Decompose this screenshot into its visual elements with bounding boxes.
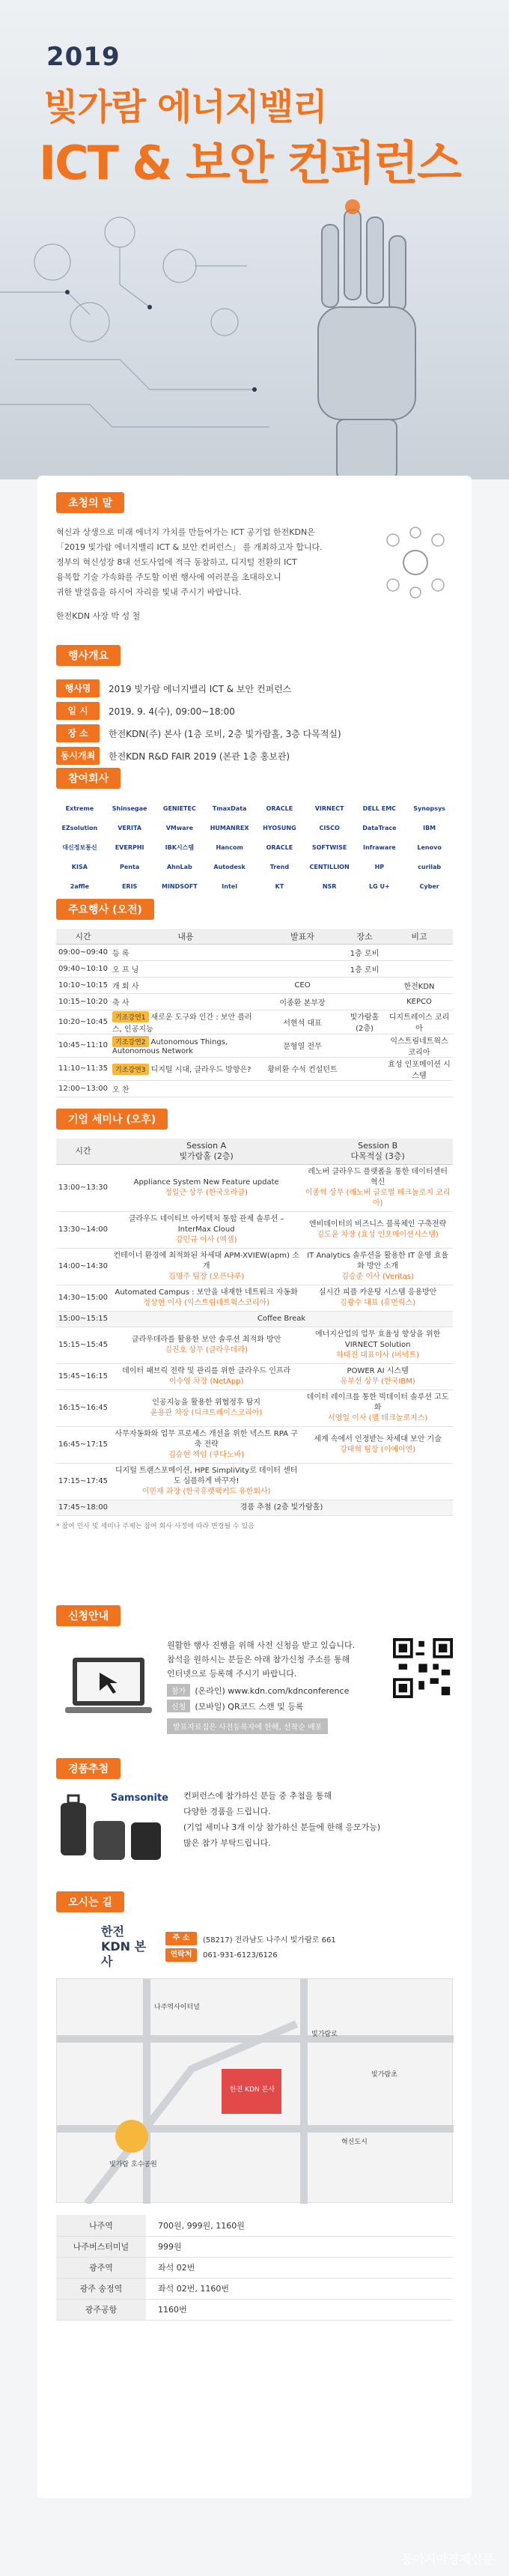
content-card: [37, 476, 472, 2498]
overview-label: 행사명: [56, 679, 100, 697]
overview-value: 한전KDN(주) 본사 (1층 로비, 2층 빛가람홀, 3층 다목적실): [109, 728, 341, 739]
session-a-speaker: 강민규 이사 (엑셈): [175, 1235, 237, 1244]
seminar-session-b: [302, 1426, 453, 1463]
session-b-speaker: 강태혁 팀장 (이에이엔): [340, 1445, 416, 1454]
session-b-speaker: 김도윤 차장 (효성 인포메이션시스템): [317, 1230, 439, 1239]
sponsor-logo: ORACLE: [266, 843, 293, 851]
transport-row: [56, 2215, 453, 2236]
sponsor-logo: MINDSOFT: [161, 882, 198, 890]
events-time: 09:40~10:10: [56, 960, 110, 977]
seminar-row: [56, 1389, 453, 1426]
events-row: [56, 993, 453, 1010]
footer-brand: 동아시아경제신문: [401, 2552, 494, 2566]
events-content-cell: [110, 1057, 261, 1080]
sponsor-logo: Autodesk: [213, 863, 246, 870]
overview-value: 한전KDN R&D FAIR 2019 (본관 1층 홍보관): [109, 751, 290, 762]
prize-image: [56, 1788, 168, 1870]
events-content: 디지털 시대, 클라우드 방향은?: [150, 1065, 252, 1074]
transport-route: 좌석 02번: [146, 2257, 453, 2278]
events-place: [344, 993, 385, 1010]
welcome-heading: 초청의 말: [56, 492, 124, 513]
seminar-time: 16:45~17:15: [56, 1426, 110, 1463]
seminar-session-a: [110, 1389, 302, 1426]
session-b-topic: 데이터 레이크를 통한 빅데이터 솔루션 고도화: [306, 1392, 449, 1412]
seminar-row: [56, 1463, 453, 1500]
seminar-session-b: [302, 1285, 453, 1311]
events-speaker: [261, 944, 344, 960]
map-label: 나주역사이터널: [154, 2004, 200, 2011]
events-note: KEPCO: [385, 993, 453, 1010]
session-b-topic: 에너지산업의 업무 효율성 향상을 위한 VIRNECT Solution: [315, 1330, 441, 1349]
events-time: 11:10~11:35: [56, 1057, 110, 1080]
events-time: 10:10~10:15: [56, 977, 110, 993]
overview-value: 2019. 9. 4(수), 09:00~18:00: [109, 706, 235, 717]
session-b-speaker: 김광수 대표 (휴먼릭스): [340, 1298, 416, 1307]
events-note: [385, 1080, 453, 1097]
sponsor-logo: ERIS: [121, 882, 138, 890]
events-place: [344, 1057, 385, 1080]
transport-from: 광주 송정역: [56, 2278, 146, 2299]
overview-heading: 행사개요: [56, 645, 121, 666]
events-col-content: 내용: [110, 929, 261, 944]
sponsor-logo: 2affle: [70, 882, 90, 890]
events-row: [56, 1080, 453, 1097]
events-place: [344, 1034, 385, 1057]
events-content: 오 프 닝: [112, 966, 139, 975]
seminar-time: 15:00~15:15: [56, 1311, 110, 1327]
session-a-speaker: 정일근 상무 (한국오라클): [165, 1188, 249, 1197]
session-b-topic: 엔비데이터의 비즈니스 블록체인 구축전략: [308, 1219, 447, 1228]
transport-row: [56, 2299, 453, 2320]
session-a-topic: 컨테이너 환경에 최적화된 차세대 APM-XVIEW(apm) 소개: [113, 1251, 299, 1270]
session-a-topic: Appliance System New Feature update: [133, 1178, 279, 1187]
seminar-col-time: 시간: [56, 1139, 110, 1164]
overview-value: 2019 빛가람 에너지밸리 ICT & 보안 컨퍼런스: [109, 683, 292, 694]
transport-from: 나주역: [56, 2215, 146, 2236]
keynote-tag: 기조강연1: [112, 1011, 149, 1022]
sponsor-logo: CENTILLION: [309, 863, 350, 870]
sponsor-logo: HUMANREX: [210, 824, 249, 831]
session-b-topic: 레노버 클라우드 플랫폼을 통한 데이터센터 혁신: [308, 1167, 448, 1187]
events-content-cell: [110, 944, 261, 960]
events-time: 12:00~13:00: [56, 1080, 110, 1097]
sponsor-logo: Trend: [269, 863, 290, 870]
laptop-icon: [64, 1653, 153, 1721]
events-content: 등 록: [112, 949, 129, 958]
events-row: [56, 1010, 453, 1034]
samsonite-logo: Samsonite: [110, 1792, 168, 1804]
seminar-table: [56, 1139, 453, 1516]
keynote-tag: 기조강연2: [112, 1036, 149, 1047]
apply-tag: 참가: [167, 1684, 190, 1697]
apply-tag: 신청: [167, 1700, 190, 1712]
events-content-cell: [110, 1080, 261, 1097]
events-content: 오 찬: [112, 1085, 129, 1094]
sponsor-logo: DataTrace: [362, 824, 397, 831]
sponsor-logo: VERITA: [118, 824, 142, 831]
seminar-time: 15:45~16:15: [56, 1363, 110, 1389]
welcome-line: 정부의 혁신성장 8대 선도사업에 적극 동참하고, 디지털 전환의 ICT: [56, 557, 297, 567]
events-col-speaker: 발표자: [261, 929, 344, 944]
transport-row: [56, 2257, 453, 2278]
seminar-row: [56, 1363, 453, 1389]
seminar-time: 14:30~15:00: [56, 1285, 110, 1311]
sponsor-logo: EVERPHI: [115, 843, 144, 851]
transport-from: 광주공항: [56, 2299, 146, 2320]
welcome-line: 「2019 빛가람 에너지밸리 ICT & 보안 컨퍼런스」 를 개최하고자 합니다.: [56, 542, 323, 552]
prize-line: 많은 참가 부탁드립니다.: [183, 1838, 271, 1848]
place-name: 한전 KDN 본사: [101, 1924, 147, 1969]
hero-title-line2: ICT & 보안 컨퍼런스: [39, 136, 461, 190]
map-label: 빛가람 호수공원: [109, 2161, 157, 2169]
sponsor-logo: ORACLE: [266, 804, 293, 812]
transport-row: [56, 2236, 453, 2257]
events-row: [56, 977, 453, 993]
apply-line: 원활한 행사 진행을 위해 사전 신청을 받고 있습니다.: [167, 1640, 356, 1650]
seminar-session-b: [302, 1164, 453, 1211]
seminar-col-b: Session B 다목적실 (3층): [302, 1139, 453, 1164]
welcome-line: 융복합 기술 가속화를 주도할 이번 행사에 여러분을 초대하오니: [56, 572, 281, 582]
sponsor-logo: Infraware: [363, 843, 396, 851]
events-content: Autonomous Things, Autonomous Network: [112, 1037, 228, 1055]
phone-value: 061-931-6123/6126: [203, 1951, 278, 1960]
sponsor-logo: VIRNECT: [314, 804, 344, 812]
sponsor-logo: AhnLab: [166, 863, 192, 870]
events-content-cell: [110, 960, 261, 977]
events-speaker: 이종환 본부장: [261, 993, 344, 1010]
events-time: 10:15~10:20: [56, 993, 110, 1010]
lake-marker: [115, 2120, 148, 2153]
events-place: 빛가람홀 (2층): [344, 1010, 385, 1034]
session-a-topic: 데이터 패브릭 전략 및 관리를 위한 클라우드 인프라: [122, 1366, 291, 1375]
sponsor-logo: Penta: [120, 863, 140, 870]
prize-section: [56, 1758, 453, 1870]
seminar-col-a: Session A 빛가람홀 (2층): [110, 1139, 302, 1164]
seminar-session-a: [110, 1164, 302, 1211]
overview-label: 동시개최: [56, 747, 100, 765]
directions-section: [56, 1891, 453, 2321]
events-place: [344, 1080, 385, 1097]
sponsor-logo: GENIETEC: [162, 804, 196, 812]
sponsor-logo: 대신정보통신: [62, 843, 97, 851]
overview-row: [56, 702, 453, 720]
session-b-speaker: 이종혁 상무 (레노버 글로벌 테크놀로지 코리아): [305, 1188, 451, 1207]
prize-line: 컨퍼런스에 참가하신 분들 중 추첨을 통해: [183, 1791, 332, 1801]
sponsor-logo-grid: [56, 801, 453, 894]
seminar-session-a: [110, 1211, 302, 1248]
events-content-cell: [110, 1034, 261, 1057]
sponsor-logo: curilab: [418, 863, 442, 870]
events-time: 10:20~10:45: [56, 1010, 110, 1034]
sponsor-logo: Intel: [222, 882, 237, 890]
qr-code-icon[interactable]: [393, 1638, 453, 1698]
events-table: [56, 929, 453, 1097]
sponsor-logo: TmaxData: [212, 804, 247, 812]
events-content-cell: [110, 1010, 261, 1034]
session-a-speaker: 김진호 상무 (클라우데라): [165, 1345, 249, 1354]
session-a-topic: 디지털 트랜스포메이션, HPE SimpliVity로 데이터 센터도 심플하게 바꾸자!: [115, 1466, 298, 1485]
seminar-time: 14:00~14:30: [56, 1248, 110, 1285]
apply-line: 참석을 원하시는 분들은 아래 참가신청 주소를 통해: [167, 1655, 350, 1664]
sponsor-logo: IBM: [423, 824, 436, 831]
events-row: [56, 944, 453, 960]
apply-line: 인터넷으로 등록해 주시기 바랍니다.: [167, 1669, 297, 1679]
map-label: 혁신도시: [341, 2139, 368, 2146]
seminar-heading: 기업 세미나 (오후): [56, 1109, 168, 1130]
seminar-session-b: [302, 1389, 453, 1426]
events-note: 한전KDN: [385, 977, 453, 993]
events-row: [56, 960, 453, 977]
sponsor-logo: Cyber: [419, 882, 439, 890]
events-row: [56, 1034, 453, 1057]
prize-line: 다양한 경품을 드립니다.: [183, 1807, 271, 1816]
sponsor-logo: DELL EMC: [362, 804, 397, 812]
events-speaker: 문형열 전무: [261, 1034, 344, 1057]
transport-table: [56, 2215, 453, 2321]
seminar-session-a: [110, 1327, 302, 1363]
sponsor-logo: KT: [275, 882, 284, 890]
events-heading: 주요행사 (오전): [56, 899, 154, 920]
events-col-place: 장소: [344, 929, 385, 944]
events-speaker: [261, 960, 344, 977]
sponsor-logo: Synopsys: [413, 804, 445, 812]
seminar-session-b: [302, 1211, 453, 1248]
welcome-signature: 한전KDN 사장 박 성 철: [56, 611, 141, 621]
seminar-break: Coffee Break: [110, 1311, 453, 1327]
sponsor-logo: HP: [374, 863, 385, 870]
events-content-cell: [110, 977, 261, 993]
hero-banner: [0, 0, 509, 479]
session-a-speaker: 김명주 팀장 (오픈나루): [168, 1272, 245, 1281]
overview-section: [56, 645, 453, 769]
events-place: 1층 로비: [344, 960, 385, 977]
events-note: 효성 인포메이션 시스템: [385, 1057, 453, 1080]
transport-route: 700원, 999원, 1160원: [146, 2215, 453, 2236]
sponsor-logo: Extreme: [65, 804, 94, 812]
events-speaker: 서현석 대표: [261, 1010, 344, 1034]
keynote-tag: 기조강연3: [112, 1064, 149, 1075]
session-a-topic: 클라우데라를 활용한 보안 솔루션 최적화 방안: [131, 1335, 281, 1344]
session-b-topic: POWER AI 시스템: [347, 1366, 409, 1375]
map-label: 빛가람초: [371, 2071, 397, 2079]
seminar-session-b: [302, 1363, 453, 1389]
network-icon: [378, 525, 453, 600]
seminar-session-b: [302, 1248, 453, 1285]
session-b-topic: 세계 속에서 인정받는 차세대 보안 기술: [314, 1434, 442, 1443]
address-label: 주 소: [165, 1932, 197, 1945]
overview-label: 장 소: [56, 724, 100, 742]
welcome-line: 귀한 발걸음을 하시어 자리를 빛내 주시기 바랍니다.: [56, 587, 242, 597]
sponsor-logo: EZsolution: [61, 824, 98, 831]
seminar-time: 17:45~18:00: [56, 1500, 110, 1515]
apply-section: [56, 1605, 453, 1734]
events-time: 09:00~09:40: [56, 944, 110, 960]
events-note: 디지트레이스 코리아: [385, 1010, 453, 1034]
session-a-topic: 사무자동화와 업무 프로세스 개선을 위한 넥스트 RPA 구축 전략: [115, 1429, 298, 1449]
overview-row: [56, 747, 453, 765]
session-a-speaker: 정상현 이사 (익스트림네트웍스코리아): [143, 1298, 270, 1307]
overview-label: 일 시: [56, 702, 100, 720]
transport-route: 1160번: [146, 2299, 453, 2320]
seminar-row: [56, 1500, 453, 1515]
directions-heading: 오시는 길: [56, 1891, 124, 1912]
seminar-time: 15:15~15:45: [56, 1327, 110, 1363]
sponsor-logo: CISCO: [319, 824, 340, 831]
session-a-speaker: 김승현 책임 (쿠다노바): [168, 1450, 245, 1459]
seminar-time: 17:15~17:45: [56, 1463, 110, 1500]
events-content: 개 회 사: [112, 982, 139, 991]
events-content-cell: [110, 993, 261, 1010]
seminar-session-b: [302, 1463, 453, 1500]
events-note: [385, 944, 453, 960]
events-note: [385, 960, 453, 977]
session-b-speaker: 하태진 대표이사 (버넥트): [336, 1351, 420, 1360]
session-b-speaker: 유부선 상무 (한국IBM): [340, 1377, 415, 1386]
sponsors-heading: 참여회사: [56, 768, 121, 789]
sponsor-logo: Hancom: [216, 843, 243, 851]
seminar-section: [56, 1109, 453, 1530]
seminar-session-a: [110, 1463, 302, 1500]
apply-note: 발표자료집은 사전등록자에 한해, 선착순 배포: [167, 1718, 328, 1734]
events-place: 1층 로비: [344, 944, 385, 960]
sponsor-logo: NSR: [322, 882, 337, 890]
seminar-row: [56, 1211, 453, 1248]
events-col-time: 시간: [56, 929, 110, 944]
seminar-row: [56, 1285, 453, 1311]
transport-from: 나주버스터미널: [56, 2236, 146, 2257]
sponsor-logo: KISA: [71, 863, 88, 870]
hero-year: 2019: [46, 42, 121, 72]
sponsor-logo: LG U+: [369, 882, 390, 890]
session-a-speaker: 이수영 차장 (NetApp): [168, 1377, 244, 1386]
session-a-topic: 클라우드 네이티브 아키텍처 통합 관제 솔루션 – InterMax Cloud: [128, 1214, 284, 1234]
events-note: 익스트림네트웍스 코리아: [385, 1034, 453, 1057]
sponsor-logo: SOFTWISE: [311, 843, 347, 851]
events-speaker: 황비환 수석 컨설턴트: [261, 1057, 344, 1080]
prize-line: (기업 세미나 3개 이상 참가하신 분들에 한해 응모가능): [183, 1822, 381, 1832]
transport-route: 999원: [146, 2236, 453, 2257]
apply-url-link[interactable]: (온라인) www.kdn.com/kdnconference: [195, 1685, 350, 1696]
apply-heading: 신청안내: [56, 1605, 121, 1626]
sponsors-section: [56, 768, 453, 894]
seminar-time: 13:00~13:30: [56, 1164, 110, 1211]
seminar-row: [56, 1311, 453, 1327]
map-label: 한전 KDN 본사: [229, 2086, 275, 2094]
events-speaker: CEO: [261, 977, 344, 993]
phone-label: 연락처: [165, 1948, 197, 1962]
events-section: [56, 899, 453, 1097]
events-col-note: 비고: [385, 929, 453, 944]
session-a-topic: Automated Campus : 보안을 내재한 네트워크 자동화: [115, 1288, 298, 1297]
seminar-session-a: [110, 1248, 302, 1285]
session-a-speaker: 윤용관 차장 (디크트레이스코리아): [150, 1408, 263, 1417]
events-content: 새로운 도구와 인간 : 보안 플러스, 인공지능: [112, 1013, 252, 1034]
seminar-footnote: * 참여 인사 및 세미나 주제는 참여 회사 사정에 따라 변경될 수 있음: [56, 1522, 254, 1530]
seminar-row: [56, 1164, 453, 1211]
session-b-topic: IT Analytics 솔루션을 활용한 IT 운영 효율화 방안 소개: [307, 1251, 449, 1270]
transport-row: [56, 2278, 453, 2299]
welcome-line: 혁신과 상생으로 미래 에너지 가치를 만들어가는 ICT 공기업 한전KDN은: [56, 527, 315, 537]
transport-from: 광주역: [56, 2257, 146, 2278]
robot-hand-illustration: [292, 195, 449, 479]
overview-row: [56, 679, 453, 697]
seminar-time: 13:30~14:00: [56, 1211, 110, 1248]
sponsor-logo: Lenovo: [417, 843, 442, 851]
apply-mobile-text: (모바일) QR코드 스캔 및 등록: [195, 1701, 304, 1712]
events-speaker: [261, 1080, 344, 1097]
session-b-topic: 실시간 피플 카운팅 시스템 응용방안: [318, 1288, 437, 1297]
session-a-topic: 인공지능을 활용한 위협정후 탐지: [152, 1398, 261, 1407]
location-map[interactable]: [56, 1978, 453, 2203]
seminar-session-b: [302, 1327, 453, 1363]
seminar-session-a: [110, 1285, 302, 1311]
hero-title-line1: 빛가람 에너지밸리: [43, 86, 327, 128]
session-b-speaker: 김승준 이사 (Veritas): [341, 1272, 415, 1281]
sponsor-logo: IBK시스템: [165, 843, 195, 851]
transport-route: 좌석 02번, 1160번: [146, 2278, 453, 2299]
session-a-speaker: 이민재 과장 (한국휴렛팩커드 유한회사): [141, 1487, 271, 1496]
overview-row: [56, 724, 453, 742]
events-row: [56, 1057, 453, 1080]
sponsor-logo: VMware: [165, 824, 194, 831]
seminar-time: 16:15~16:45: [56, 1389, 110, 1426]
seminar-row: [56, 1248, 453, 1285]
events-time: 10:45~11:10: [56, 1034, 110, 1057]
sponsor-logo: HYOSUNG: [263, 824, 296, 831]
address-value: (58217) 전라남도 나주시 빛가람로 661: [203, 1936, 336, 1945]
session-b-speaker: 서영일 이사 (델 테크놀로지스): [328, 1413, 428, 1422]
seminar-session-a: [110, 1426, 302, 1463]
events-content: 축 사: [112, 998, 129, 1007]
seminar-session-a: [110, 1363, 302, 1389]
sponsor-logo: Shinsegae: [112, 804, 147, 812]
events-place: [344, 977, 385, 993]
seminar-row: [56, 1327, 453, 1363]
welcome-section: [56, 492, 453, 624]
prize-heading: 경품추첨: [56, 1758, 121, 1779]
seminar-break: 경품 추첨 (2층 빛가람홀): [110, 1500, 453, 1515]
seminar-row: [56, 1426, 453, 1463]
map-label: 빛가람로: [311, 2031, 338, 2038]
